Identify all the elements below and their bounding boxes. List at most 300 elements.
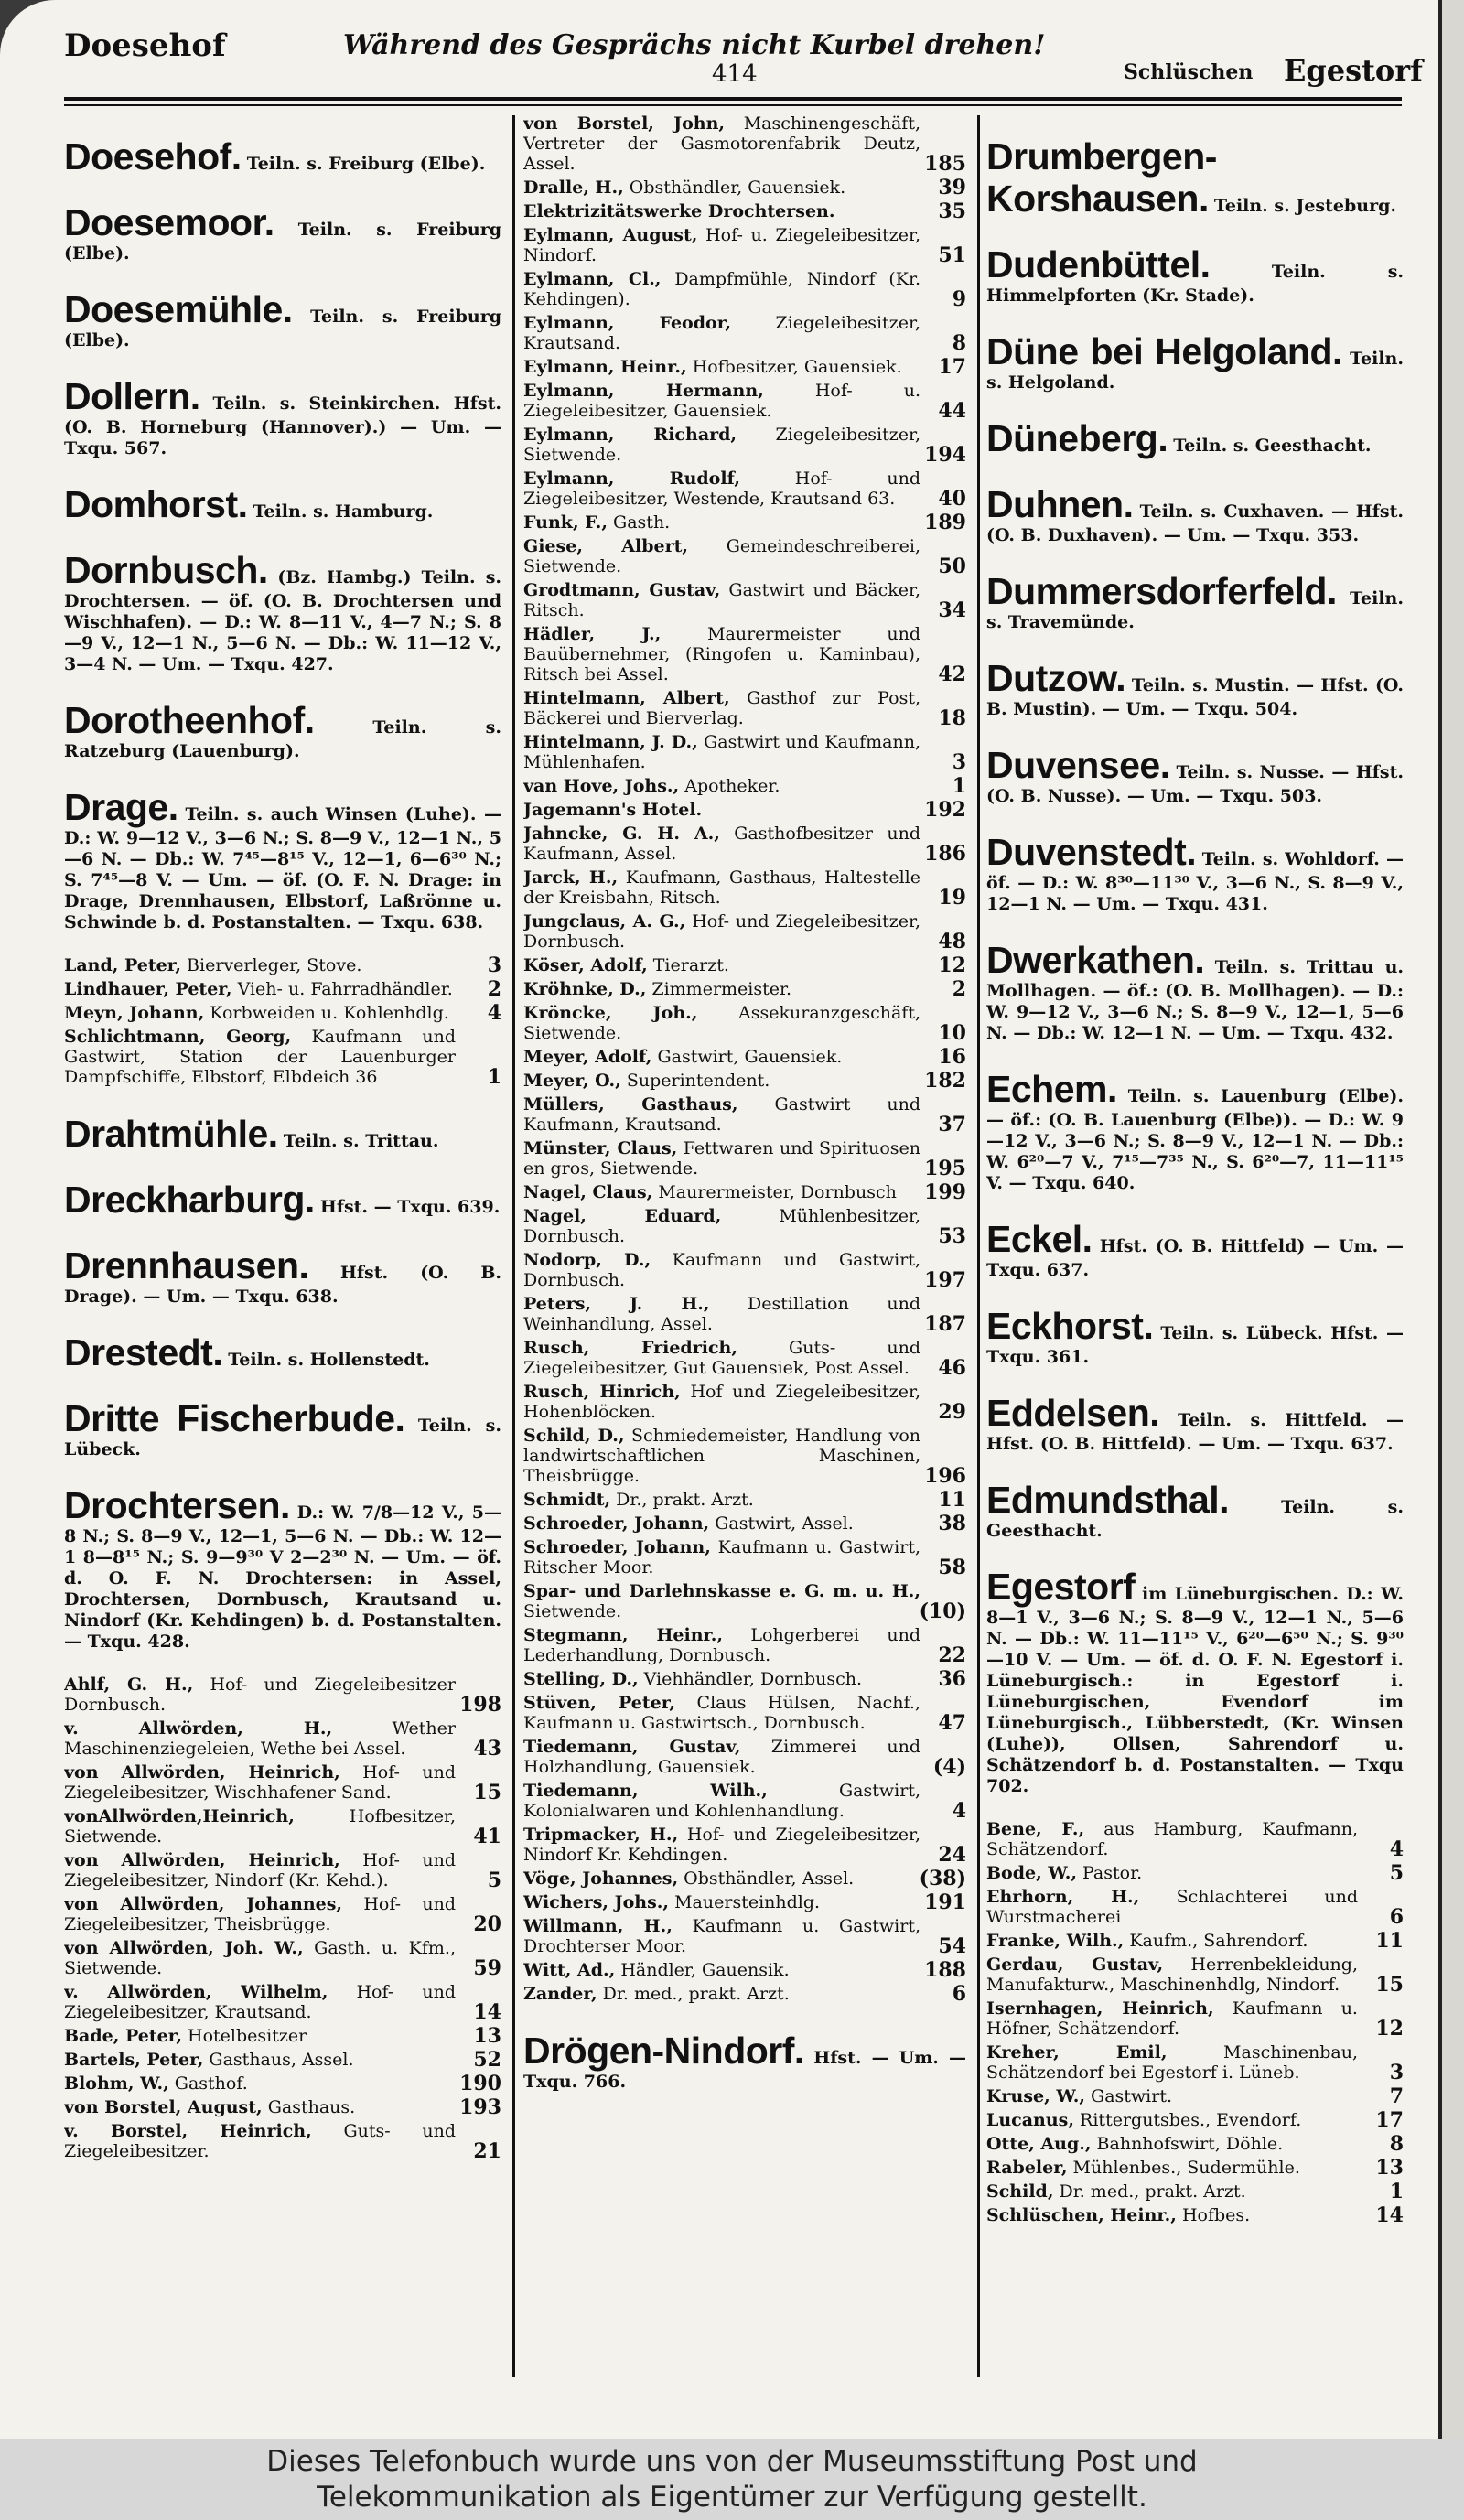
place-info: Teiln. s. auch Winsen (Luhe). — D.: W. 9—12 V., 3—6 N.; S. 8—9 V., 12—1 N., 5—6 N. — Db.: W. 7⁴⁵—8¹⁵ V., 12—1, 6—6³⁰ N.; S. 7⁴⁵—8 V. — Um. — öf. (O. F. N. Drage: in Drage, Drennhausen, Elbstorf, Laßrönne u. Schwinde b. d. Postanstalten. — Txqu. 638. [64, 804, 501, 932]
subscriber-info: Zimmermeister. [651, 979, 792, 999]
listing-entry [523, 1667, 966, 1691]
place-heading [64, 1484, 501, 1653]
subscriber-info: Gasthaus. [267, 2097, 356, 2117]
listing-entry [523, 1735, 966, 1779]
subscriber-name: Jagemann's Hotel. [523, 800, 703, 820]
place-name: Dudenbüttel. [986, 243, 1211, 285]
subscriber-name: Kreher, Emil, [986, 2042, 1168, 2062]
subscriber-info: Vieh- u. Fahrradhändler. [237, 979, 453, 999]
subscriber-name: Stelling, D., [523, 1669, 639, 1689]
phone-number: 11 [938, 1488, 966, 1512]
listing-entry [523, 311, 966, 355]
subscriber-name: Eylmann, August, [523, 225, 698, 245]
phone-number: 194 [924, 443, 966, 467]
place-name: Drögen-Nindorf. [523, 2030, 804, 2072]
phone-number: 196 [924, 1464, 966, 1488]
subscriber-name: Hintelmann, J. D., [523, 732, 698, 752]
place-info: Teiln. s. Hollenstedt. [228, 1350, 430, 1370]
place-heading [64, 786, 501, 933]
subscriber-name: Spar- und Darlehnskasse e. G. m. u. H., [523, 1581, 920, 1601]
subscriber-name: Wichers, Johs., [523, 1892, 670, 1912]
phone-number: 37 [938, 1113, 966, 1136]
place-info: Hfst. (O. B. Drage). — Um. — Txqu. 638. [64, 1263, 501, 1307]
subscriber-name: von Borstel, August, [64, 2097, 263, 2117]
subscriber-info: Schmiedemeister, Handlung von landwirtschaftlichen Maschinen, Theisbrügge. [523, 1426, 920, 1486]
subscriber-info: Guts- und Ziegeleibesitzer, Gut Gauensiek, Post Assel. [523, 1338, 920, 1378]
listing-entry [523, 622, 966, 686]
place-name: Dornbusch. [64, 549, 268, 591]
place-heading [986, 243, 1404, 307]
subscriber-name: Isernhagen, Heinrich, [986, 1998, 1214, 2019]
subscriber-info: Wether Maschinenziegeleien, Wethe bei Assel. [64, 1718, 456, 1759]
place-heading [986, 831, 1404, 915]
phone-number: 14 [1375, 2203, 1404, 2227]
place-heading [986, 1566, 1404, 1797]
phone-number: 14 [473, 2000, 501, 2024]
subscriber-name: Nodorp, D., [523, 1250, 651, 1270]
subscriber-info: Hof und Ziegeleibesitzer, Hohenblöcken. [523, 1382, 920, 1422]
subscriber-name: Vöge, Johannes, [523, 1868, 679, 1889]
subscriber-info: Gastwirt, Gauensiek. [657, 1047, 843, 1067]
phone-number: 58 [938, 1556, 966, 1579]
subscriber-info: Dr., prakt. Arzt. [616, 1490, 754, 1510]
place-heading [64, 1331, 501, 1373]
listing-entry [64, 1673, 501, 1717]
subscriber-name: v. Allwörden, Wilhelm, [64, 1982, 328, 2002]
listing-entry [986, 2203, 1404, 2227]
place-name: Drestedt. [64, 1331, 223, 1373]
subscriber-name: Eylmann, Rudolf, [523, 468, 740, 489]
listing-entry [523, 798, 966, 822]
place-info: Teiln. s. Ratzeburg (Lauenburg). [64, 717, 501, 761]
listing-entry [523, 1867, 966, 1890]
phone-number: 59 [473, 1956, 501, 1980]
place-info: Teiln. s. Freiburg (Elbe). [246, 154, 486, 174]
phone-number: 44 [938, 399, 966, 423]
place-info: Teiln. s. Lübeck. Hfst. — Txqu. 361. [986, 1323, 1404, 1367]
listing-entry [64, 2095, 501, 2119]
phone-number: 8 [952, 331, 966, 355]
listing-entry [523, 953, 966, 977]
place-info: Teiln. s. Helgoland. [986, 349, 1404, 393]
listing-entry [523, 1691, 966, 1735]
phone-number: 195 [924, 1157, 966, 1180]
phone-number: 47 [938, 1711, 966, 1735]
subscriber-name: vonAllwörden,Heinrich, [64, 1806, 295, 1826]
subscriber-name: Jungclaus, A. G., [523, 911, 686, 932]
column-left [64, 112, 501, 2381]
phone-number: 190 [459, 2072, 501, 2095]
subscriber-name: van Hove, Johs., [523, 776, 680, 796]
place-info: Teiln. s. Freiburg (Elbe). [64, 307, 501, 350]
place-heading [64, 699, 501, 762]
subscriber-name: Willmann, H., [523, 1916, 673, 1936]
place-heading [523, 2030, 966, 2093]
place-name: Drahtmühle. [64, 1113, 278, 1155]
listing-entry [523, 1779, 966, 1823]
subscriber-info: Gastwirt und Kaufmann, Krautsand. [523, 1094, 920, 1135]
subscriber-name: Meyer, Adolf, [523, 1047, 652, 1067]
phone-number: 29 [938, 1400, 966, 1424]
subscriber-info: Gasthofbesitzer und Kaufmann, Assel. [523, 824, 920, 864]
subscriber-name: Lindhauer, Peter, [64, 979, 232, 999]
place-name: Doesemoor. [64, 201, 274, 243]
place-name: Eddelsen. [986, 1392, 1160, 1434]
listing-entry [523, 1623, 966, 1667]
phone-number: 51 [938, 243, 966, 267]
phone-number: 4 [487, 1001, 501, 1025]
phone-number: 50 [938, 555, 966, 578]
subscriber-name: Meyn, Johann, [64, 1003, 205, 1023]
place-info: Teiln. s. Nusse. — Hfst. (O. B. Nusse). — Um. — Txqu. 503. [986, 762, 1404, 806]
phone-number: 15 [1375, 1973, 1404, 1997]
place-info: Teiln. s. Travemünde. [986, 588, 1404, 632]
listing-entry [64, 1761, 501, 1804]
place-heading [986, 744, 1404, 807]
column-divider-right [977, 115, 980, 2377]
place-info: Teiln. s. Freiburg (Elbe). [64, 220, 501, 264]
listing-entry [986, 1817, 1404, 1861]
subscriber-info: Gasthof. [174, 2073, 248, 2094]
subscriber-name: Tiedemann, Wilh., [523, 1781, 768, 1801]
phone-number: 54 [938, 1934, 966, 1958]
place-heading [64, 135, 501, 178]
subscriber-info: Gasthaus, Assel. [209, 2050, 354, 2070]
place-name: Drumbergen-Korshausen. [986, 135, 1217, 220]
subscriber-info: Kaufmann und Gastwirt, Dornbusch. [523, 1250, 920, 1290]
subscriber-info: Gastwirt und Kaufmann, Mühlenhafen. [523, 732, 920, 772]
listing-entry [64, 1717, 501, 1761]
phone-number: 2 [952, 977, 966, 1001]
subscriber-info: Apotheker. [684, 776, 780, 796]
header-rule-thick [64, 97, 1402, 101]
place-heading [986, 1305, 1404, 1368]
subscriber-name: von Allwörden, Johannes, [64, 1894, 343, 1914]
phone-number: 41 [473, 1825, 501, 1848]
listing-entry [523, 1380, 966, 1424]
listing-entry [523, 578, 966, 622]
place-heading [64, 1113, 501, 1155]
place-info: Hfst. — Um. — Txqu. 766. [523, 2048, 966, 2092]
listing-entry [523, 1292, 966, 1336]
phone-number: 2 [487, 977, 501, 1001]
phone-number: 17 [1375, 2108, 1404, 2132]
place-heading [986, 1392, 1404, 1455]
listing-entry [523, 199, 966, 223]
place-info: im Lüneburgischen. D.: W. 8—1 V., 3—6 N.; S. 8—9 V., 12—1 N., 5—6 N. — Db.: W. 11—11¹⁵ V., 6²⁰—6⁵⁰ N.; S. 9³⁰—10 V. — Um. — öf. d. O. F. N. Egestorf i. Lüneburgisch.: in Egestorf i. Lüneburgischen, Evendorf im Lüneburgisch., Lübberstedt, (Kr. Winsen (Luhe)), Ollsen, Sahrendorf u. Schätzendorf b. d. Postanstalten. — Txqu 702. [986, 1584, 1404, 1796]
subscriber-info: Obsthändler, Gauensiek. [629, 178, 846, 198]
place-heading [64, 288, 501, 351]
listing-entry [64, 1892, 501, 1936]
listing-entry [64, 1848, 501, 1892]
phone-number: 5 [487, 1868, 501, 1892]
phone-number: 20 [473, 1912, 501, 1936]
place-heading [986, 570, 1404, 633]
subscriber-name: Funk, F., [523, 512, 608, 533]
subscriber-info: Hofbesitzer, Sietwende. [64, 1806, 456, 1847]
phone-number: 24 [938, 1843, 966, 1867]
subscriber-name: Kröncke, Joh., [523, 1003, 698, 1023]
listing-entry [523, 534, 966, 578]
subscriber-name: Land, Peter, [64, 955, 181, 975]
phone-number: 17 [938, 355, 966, 379]
subscriber-info: Maurermeister, Dornbusch [658, 1182, 897, 1202]
place-info: Teiln. s. Jesteburg. [1213, 196, 1396, 216]
subscriber-info: Hotelbesitzer [188, 2026, 307, 2046]
listing-entry [523, 1823, 966, 1867]
phone-number: 185 [924, 152, 966, 176]
listing-entry [523, 686, 966, 730]
subscriber-info: Gastwirt, Kolonialwaren und Kohlenhandlung. [523, 1781, 920, 1821]
subscriber-info: Pastor. [1082, 1863, 1143, 1883]
subscriber-info: Dr. med., prakt. Arzt. [1059, 2181, 1246, 2202]
subscriber-name: Eylmann, Cl., [523, 269, 662, 289]
listing-entry [523, 112, 966, 176]
subscriber-name: Rabeler, [986, 2158, 1068, 2178]
listing-entry [986, 1929, 1404, 1953]
phone-number: (38) [919, 1867, 966, 1890]
listing-entry [523, 1001, 966, 1045]
place-info: D.: W. 7/8—12 V., 5—8 N.; S. 8—9 V., 12—1, 5—6 N. — Db.: W. 12—1 8—8¹⁵ N.; S. 9—9³⁰ V 2—2³⁰ N. — Um. — öf. d. O. F. N. Drochtersen: in Assel, Drochtersen, Dornbusch, Krautsand u. Nindorf (Kr. Kehdingen) b. d. Postanstalten. — Txqu. 428. [64, 1502, 501, 1652]
subscriber-info: Maschinenbau, Schätzendorf bei Egestorf i. Lüneb. [986, 2042, 1359, 2083]
place-info: Teiln. s. Geesthacht. [986, 1497, 1404, 1541]
place-heading [986, 1068, 1404, 1194]
subscriber-name: Schroeder, Johann, [523, 1513, 710, 1534]
phone-number: 5 [1389, 1861, 1404, 1885]
place-name: Düneberg. [986, 417, 1168, 459]
subscriber-info: Händler, Gauensik. [620, 1960, 790, 1980]
listing-entry [64, 977, 501, 1001]
subscriber-info: Hof- und Ziegeleibesitzer Dornbusch. [64, 1675, 456, 1715]
subscriber-info: Hof- und Ziegeleibesitzer, Nindorf (Kr. Kehd.). [64, 1850, 456, 1890]
subscriber-info: Hof- und Ziegeleibesitzer, Dornbusch. [523, 911, 920, 952]
place-heading [64, 1244, 501, 1308]
subscriber-info: Zimmerei und Holzhandlung, Gauensiek. [523, 1737, 920, 1777]
place-name: Düne bei Helgoland. [986, 330, 1342, 372]
place-name: Egestorf [986, 1566, 1136, 1608]
place-name: Doesehof. [64, 135, 242, 178]
place-name: Drennhausen. [64, 1244, 309, 1287]
place-heading [986, 135, 1404, 220]
place-name: Dorotheenhof. [64, 699, 315, 741]
subscriber-name: Eylmann, Heinr., [523, 357, 687, 377]
phone-number: 16 [938, 1045, 966, 1069]
footer-line-1: Dieses Telefonbuch wurde uns von der Museumsstiftung Post und [266, 2445, 1198, 2478]
listing-entry [523, 977, 966, 1001]
subscriber-info: Assekuranzgeschäft, Sietwende. [523, 1003, 920, 1043]
subscriber-info: Korbweiden u. Kohlenhdlg. [210, 1003, 449, 1023]
listing-entry [523, 423, 966, 467]
phone-number: (4) [932, 1755, 966, 1779]
subscriber-info: Ziegeleibesitzer, Krautsand. [523, 313, 920, 353]
phone-number: 1 [952, 774, 966, 798]
subscriber-name: von Allwörden, Heinrich, [64, 1762, 340, 1782]
listing-entry [986, 1953, 1404, 1997]
phone-number: 13 [1375, 2156, 1404, 2180]
column-middle [523, 112, 966, 2381]
subscriber-name: Zander, [523, 1984, 597, 2004]
place-heading [64, 483, 501, 525]
listing-entry [523, 1914, 966, 1958]
listing-entry [64, 1001, 501, 1025]
subscriber-name: Schmidt, [523, 1490, 611, 1510]
phone-number: 197 [924, 1268, 966, 1292]
subscriber-info: Mauersteinhdlg. [674, 1892, 821, 1912]
subscriber-name: Müllers, Gasthaus, [523, 1094, 738, 1115]
phone-number: 4 [1389, 1837, 1404, 1861]
header-right-small: Schlüschen [1124, 60, 1254, 84]
place-name: Doesemühle. [64, 288, 293, 330]
place-info: Teiln. s. Mustin. — Hfst. (O. B. Mustin). — Um. — Txqu. 504. [986, 675, 1404, 719]
subscriber-name: von Allwörden, Joh. W., [64, 1938, 304, 1958]
listing-entry [523, 176, 966, 199]
subscriber-name: von Borstel, John, [523, 113, 726, 134]
phone-number: 193 [459, 2095, 501, 2119]
place-info: Teiln. s. Geesthacht. [1173, 436, 1372, 456]
place-name: Dummersdorferfeld. [986, 570, 1337, 612]
subscriber-name: Bade, Peter, [64, 2026, 182, 2046]
place-info: Teiln. s. Cuxhaven. — Hfst. (O. B. Duxhaven). — Um. — Txqu. 353. [986, 501, 1404, 545]
subscriber-name: Eylmann, Hermann, [523, 381, 764, 401]
subscriber-info: Lohgerberei und Lederhandlung, Dornbusch. [523, 1625, 920, 1665]
subscriber-info: Hof- und Ziegeleibesitzer, Krautsand. [64, 1982, 456, 2022]
phone-number: 22 [938, 1643, 966, 1667]
phone-number: 192 [924, 798, 966, 822]
phone-number: 4 [952, 1799, 966, 1823]
subscriber-name: Schild, D., [523, 1426, 625, 1446]
phone-number: 186 [924, 842, 966, 866]
subscriber-name: Gerdau, Gustav, [986, 1955, 1164, 1975]
phone-number: 1 [487, 1065, 501, 1089]
phone-number: 46 [938, 1356, 966, 1380]
phone-number: 48 [938, 930, 966, 953]
phone-number: 21 [473, 2139, 501, 2163]
header-right-keyword: Egestorf [1284, 53, 1423, 88]
place-heading [986, 483, 1404, 546]
listing-entry [523, 1248, 966, 1292]
phone-number: 9 [952, 287, 966, 311]
phone-number: 13 [473, 2024, 501, 2048]
subscriber-info: Dr. med., prakt. Arzt. [602, 1984, 790, 2004]
listing-entry [523, 379, 966, 423]
place-name: Dritte Fischerbude. [64, 1397, 405, 1439]
subscriber-name: Eylmann, Feodor, [523, 313, 731, 333]
subscriber-name: Peters, J. H., [523, 1294, 710, 1314]
subscriber-info: Dampfmühle, Nindorf (Kr. Kehdingen). [523, 269, 920, 309]
listing-entry [986, 2132, 1404, 2156]
place-name: Eckhorst. [986, 1305, 1154, 1347]
phone-number: 12 [938, 953, 966, 977]
place-info: Teiln. s. Wohldorf. — öf. — D.: W. 8³⁰—11³⁰ V., 3—6 N., S. 8—9 V., 12—1 N. — Um. — Txqu. 431. [986, 849, 1404, 914]
column-right [986, 112, 1404, 2381]
place-heading [986, 939, 1404, 1044]
phone-number: 11 [1375, 1929, 1404, 1953]
subscriber-info: Gemeindeschreiberei, Sietwende. [523, 536, 920, 576]
subscriber-info: Gastwirt und Bäcker, Ritsch. [523, 580, 920, 620]
place-info: Hfst. (O. B. Hittfeld) — Um. — Txqu. 637. [986, 1236, 1404, 1280]
subscriber-name: Giese, Albert, [523, 536, 688, 556]
subscriber-info: Guts- und Ziegeleibesitzer. [64, 2121, 456, 2161]
listing-entry [523, 1093, 966, 1136]
subscriber-info: Claus Hülsen, Nachf., Kaufmann u. Gastwirtsch., Dornbusch. [523, 1693, 920, 1733]
phone-number: 34 [938, 598, 966, 622]
subscriber-info: Maschinengeschäft, Vertreter der Gasmotorenfabrik Deutz, Assel. [523, 113, 920, 174]
listing-entry [523, 1488, 966, 1512]
listing-entry [64, 2024, 501, 2048]
subscriber-info: Kaufmann u. Gastwirt, Drochterser Moor. [523, 1916, 920, 1956]
subscriber-info: Maurermeister und Bauübernehmer, (Ringofen u. Kaminbau), Ritsch bei Assel. [523, 624, 920, 684]
listing-entry [64, 1804, 501, 1848]
listing-entry [523, 1890, 966, 1914]
subscriber-name: Tiedemann, Gustav, [523, 1737, 741, 1757]
subscriber-info: Herrenbekleidung, Manufakturw., Maschinenhdlg, Nindorf. [986, 1955, 1358, 1995]
listing-entry [523, 1136, 966, 1180]
subscriber-info: Kaufmann und Gastwirt, Station der Lauenburger Dampfschiffe, Elbstorf, Elbdeich 36 [64, 1027, 456, 1087]
place-info: Teiln. s. Himmelpforten (Kr. Stade). [986, 262, 1404, 306]
place-info: Teiln. s. Hittfeld. — Hfst. (O. B. Hittfeld). — Um. — Txqu. 637. [986, 1410, 1404, 1454]
subscriber-info: Mühlenbes., Sudermühle. [1072, 2158, 1300, 2178]
phone-number: (10) [919, 1599, 966, 1623]
subscriber-info: Bierverleger, Stove. [187, 955, 362, 975]
listing-entry [523, 355, 966, 379]
subscriber-info: Destillation und Weinhandlung, Assel. [523, 1294, 920, 1334]
subscriber-name: Rusch, Hinrich, [523, 1382, 681, 1402]
listing-entry [986, 1885, 1404, 1929]
subscriber-name: Ahlf, G. H., [64, 1675, 194, 1695]
subscriber-name: Elektrizitätswerke Drochtersen. [523, 201, 835, 221]
subscriber-info: Hof- u. Ziegeleibesitzer, Gauensiek. [523, 381, 920, 421]
subscriber-info: Obsthändler, Assel. [684, 1868, 855, 1889]
subscriber-info: Gastwirt, Assel. [715, 1513, 854, 1534]
listing-entry [986, 2156, 1404, 2180]
binding-strip [1438, 0, 1464, 2439]
listing-entry [986, 2041, 1404, 2084]
subscriber-info: Kaufmann u. Gastwirt, Ritscher Moor. [523, 1537, 921, 1578]
subscriber-info: Fettwaren und Spirituosen en gros, Sietwende. [523, 1138, 921, 1179]
place-name: Dreckharburg. [64, 1179, 315, 1221]
subscriber-name: Blohm, W., [64, 2073, 169, 2094]
subscriber-name: Köser, Adolf, [523, 955, 648, 975]
listing-entry [523, 267, 966, 311]
place-name: Echem. [986, 1068, 1117, 1110]
subscriber-name: v. Allwörden, H., [64, 1718, 333, 1739]
subscriber-name: Stüven, Peter, [523, 1693, 675, 1713]
subscriber-info: Rittergutsbes., Evendorf. [1080, 2110, 1302, 2130]
phone-number: 187 [924, 1312, 966, 1336]
subscriber-name: Bartels, Peter, [64, 2050, 204, 2070]
place-heading [986, 330, 1404, 393]
place-name: Drage. [64, 786, 178, 828]
subscriber-info: Hof- und Ziegeleibesitzer, Nindorf Kr. Kehdingen. [523, 1825, 921, 1865]
place-heading [64, 1397, 501, 1460]
listing-entry [523, 1204, 966, 1248]
listing-entry [986, 2084, 1404, 2108]
listing-entry [523, 1535, 966, 1579]
place-name: Drochtersen. [64, 1484, 290, 1526]
subscriber-info: Mühlenbesitzer, Dornbusch. [523, 1206, 920, 1246]
subscriber-name: Grodtmann, Gustav, [523, 580, 721, 600]
place-heading [64, 1179, 501, 1221]
phone-number: 7 [1389, 2084, 1404, 2108]
subscriber-info: Superintendent. [626, 1071, 770, 1091]
place-name: Eckel. [986, 1218, 1093, 1260]
phone-number: 40 [938, 487, 966, 511]
subscriber-info: Viehhändler, Dornbusch. [643, 1669, 863, 1689]
subscriber-info: Ziegeleibesitzer, Sietwende. [523, 425, 921, 465]
header-left-keyword: Doesehof [64, 27, 226, 64]
subscriber-name: v. Borstel, Heinrich, [64, 2121, 312, 2141]
subscriber-info: Hof- u. Ziegeleibesitzer, Nindorf. [523, 225, 920, 265]
